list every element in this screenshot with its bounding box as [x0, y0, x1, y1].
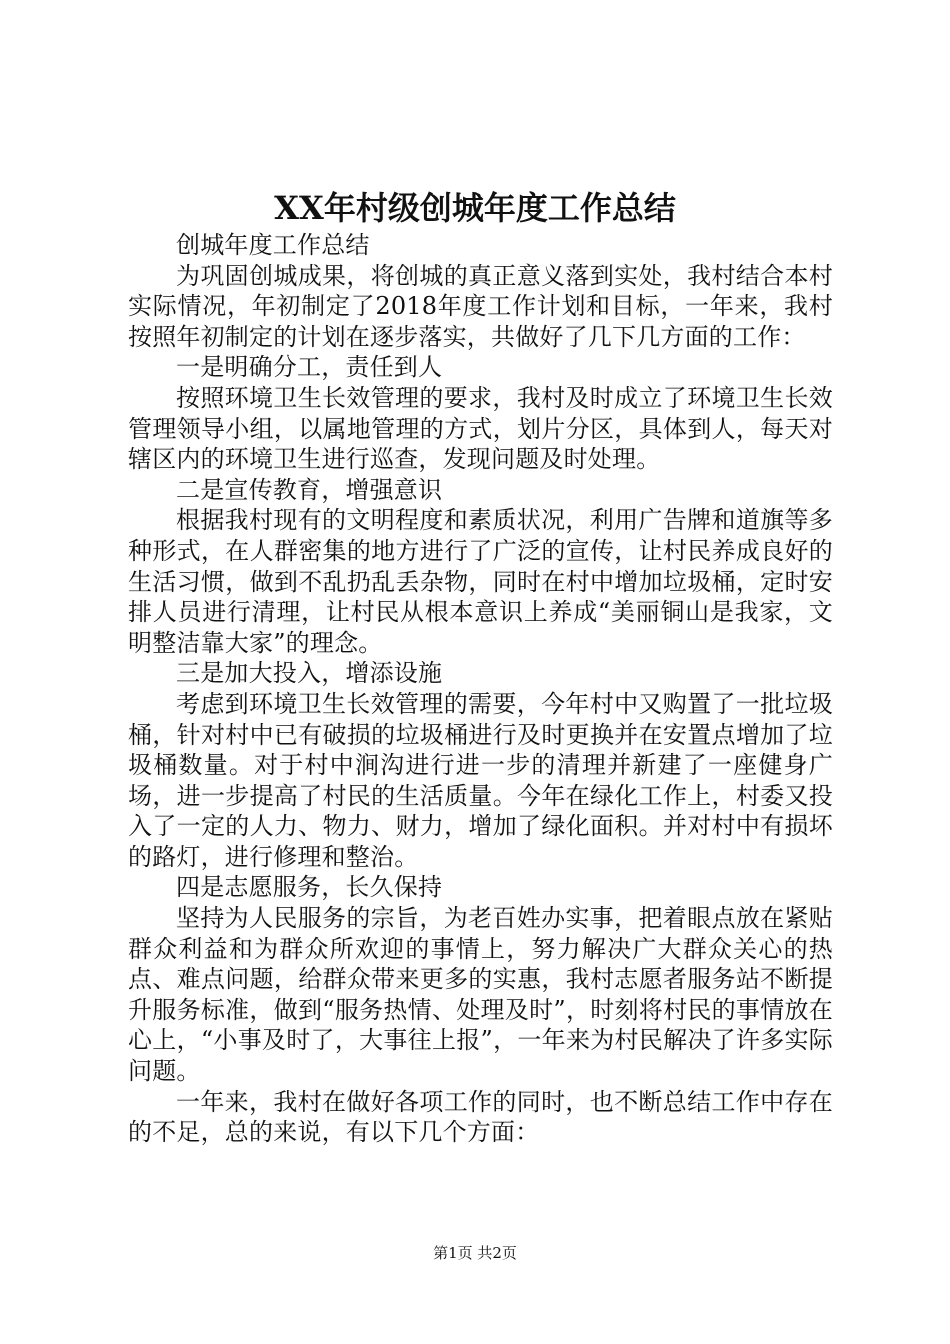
paragraph-section-3: 考虑到环境卫生长效管理的需要，今年村中又购置了一批垃圾桶，针对村中已有破损的垃圾桶进行及时更换并在安置点增加了垃圾桶数量。对于村中涧沟进行进一步的清理并新建了一座健身广场，进一步提高了村民的生活质量。今年在绿化工作上，村委又投入了一定的人力、物力、财力，增加了绿化面积。并对村中有损坏的路灯，进行修理和整治。: [128, 689, 833, 871]
section-heading-4: 四是志愿服务，长久保持: [176, 873, 443, 902]
page-number-footer: 第1页 共2页: [433, 1244, 517, 1262]
document-title: XX年村级创城年度工作总结: [274, 189, 676, 227]
paragraph-section-2: 根据我村现有的文明程度和素质状况，利用广告牌和道旗等多种形式，在人群密集的地方进行了广泛的宣传，让村民养成良好的生活习惯，做到不乱扔乱丢杂物，同时在村中增加垃圾桶，定时安排人员进行清理，让村民从根本意识上养成“美丽铜山是我家，文明整洁靠大家”的理念。: [128, 506, 833, 657]
paragraph-subtitle: 创城年度工作总结: [176, 231, 370, 259]
document-body: [128, 230, 833, 1148]
paragraph-conclusion: 一年来，我村在做好各项工作的同时，也不断总结工作中存在的不足，总的来说，有以下几个方面：: [128, 1087, 833, 1147]
section-heading-3: 三是加大投入，增添设施: [176, 659, 443, 688]
section-heading-1: 一是明确分工，责任到人: [176, 353, 443, 382]
paragraph-section-4: 坚持为人民服务的宗旨，为老百姓办实事，把着眼点放在紧贴群众利益和为群众所欢迎的事情上，努力解决广大群众关心的热点、难点问题，给群众带来更多的实惠，我村志愿者服务站不断提升服务标准，做到“服务热情、处理及时”，时刻将村民的事情放在心上，“小事及时了，大事往上报”，一年来为村民解决了许多实际问题。: [128, 904, 833, 1086]
paragraph-section-1: 按照环境卫生长效管理的要求，我村及时成立了环境卫生长效管理领导小组，以属地管理的方式，划片分区，具体到人，每天对辖区内的环境卫生进行巡查，发现问题及时处理。: [128, 383, 833, 474]
paragraph-intro: 为巩固创城成果，将创城的真正意义落到实处，我村结合本村实际情况，年初制定了2018年度工作计划和目标，一年来，我村按照年初制定的计划在逐步落实，共做好了几下几方面的工作：: [128, 261, 833, 351]
section-heading-2: 二是宣传教育，增强意识: [176, 475, 443, 504]
